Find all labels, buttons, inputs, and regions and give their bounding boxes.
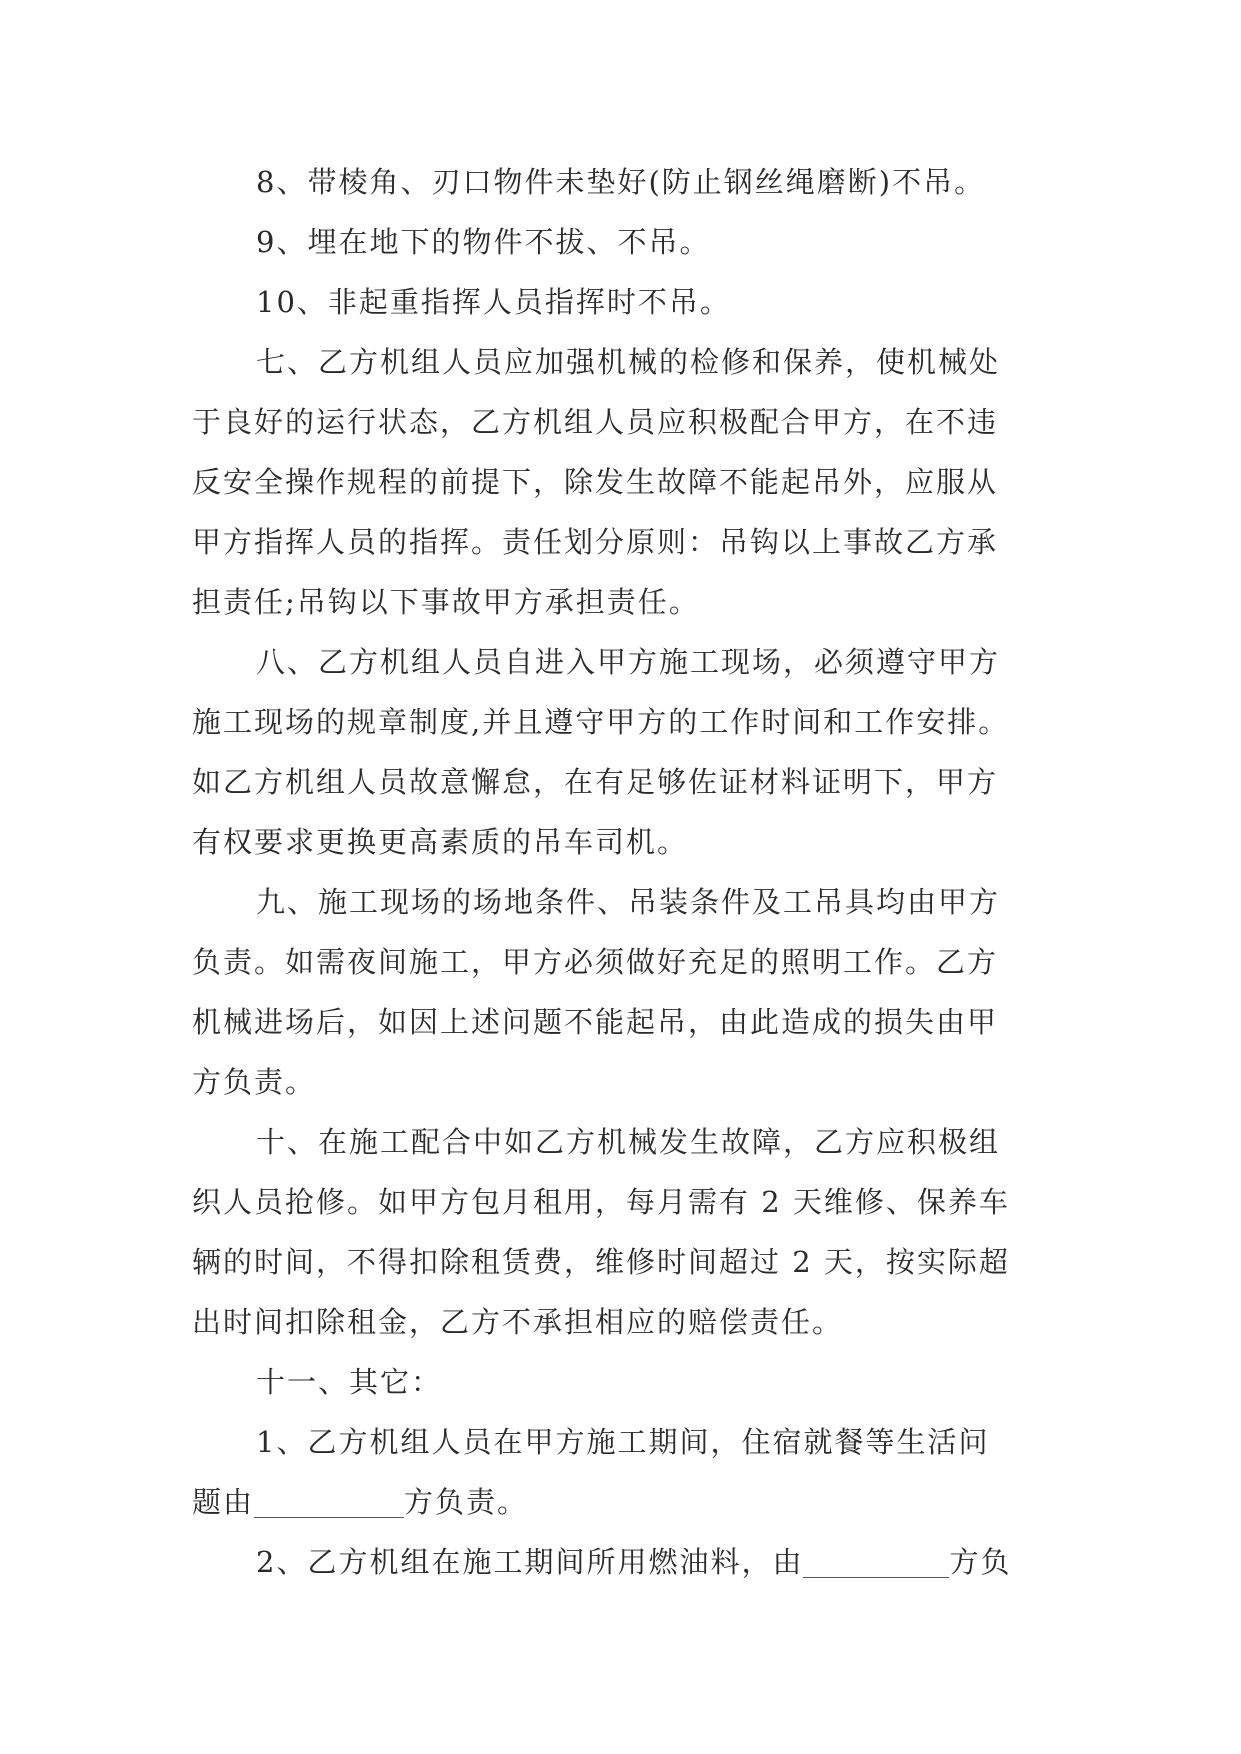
other-item-2-suffix: 方负 — [949, 1545, 1012, 1579]
other-item-1-prefix: 题由 — [192, 1485, 255, 1519]
other-item-2-line-1 — [192, 1532, 1050, 1592]
section-8-line-4: 有权要求更换更高素质的吊车司机。 — [192, 825, 689, 859]
other-item-1-line-2 — [192, 1472, 1050, 1532]
section-8-line-3: 如乙方机组人员故意懈怠，在有足够佐证材料证明下，甲方 — [192, 765, 999, 799]
other-item-1-line-1: 1、乙方机组人员在甲方施工期间，住宿就餐等生活问 — [256, 1425, 990, 1459]
section-9-line-3: 机械进场后，如因上述问题不能起吊，由此造成的损失由甲 — [192, 1005, 999, 1039]
clause-item-9: 9、埋在地下的物件不拔、不吊。 — [256, 225, 711, 259]
section-7-line-4: 甲方指挥人员的指挥。责任划分原则：吊钩以上事故乙方承 — [192, 525, 999, 559]
section-10-line-3: 辆的时间，不得扣除租赁费，维修时间超过 2 天，按实际超 — [192, 1245, 1010, 1279]
section-9-line-1: 九、施工现场的场地条件、吊装条件及工吊具均由甲方 — [256, 885, 1001, 919]
section-7-line-2: 于良好的运行状态，乙方机组人员应积极配合甲方，在不违 — [192, 405, 999, 439]
section-10-line-2: 织人员抢修。如甲方包月租用，每月需有 2 天维修、保养车 — [192, 1185, 1010, 1219]
section-9-line-2: 负责。如需夜间施工，甲方必须做好充足的照明工作。乙方 — [192, 945, 999, 979]
section-10-line-1: 十、在施工配合中如乙方机械发生故障，乙方应积极组 — [256, 1125, 1001, 1159]
clause-item-10: 10、非起重指挥人员指挥时不吊。 — [256, 285, 731, 319]
section-7-line-3: 反安全操作规程的前提下，除发生故障不能起吊外，应服从 — [192, 465, 999, 499]
other-item-2-prefix: 2、乙方机组在施工期间所用燃油料，由 — [256, 1545, 804, 1579]
fill-in-blank-fuel-party — [803, 1543, 949, 1578]
section-11-heading: 十一、其它： — [256, 1365, 443, 1399]
section-7-line-5: 担责任;吊钩以下事故甲方承担责任。 — [192, 585, 700, 619]
section-10-line-4: 出时间扣除租金，乙方不承担相应的赔偿责任。 — [192, 1305, 844, 1339]
section-8-line-2: 施工现场的规章制度,并且遵守甲方的工作时间和工作安排。 — [192, 705, 1010, 739]
section-9-line-4: 方负责。 — [192, 1065, 317, 1099]
section-8-line-1: 八、乙方机组人员自进入甲方施工现场，必须遵守甲方 — [256, 645, 1001, 679]
section-7-line-1: 七、乙方机组人员应加强机械的检修和保养，使机械处 — [256, 345, 1001, 379]
fill-in-blank-lodging-party — [254, 1483, 404, 1518]
document-page — [192, 152, 1050, 1592]
clause-item-8: 8、带棱角、刃口物件未垫好(防止钢丝绳磨断)不吊。 — [256, 165, 986, 199]
other-item-1-suffix: 方负责。 — [404, 1485, 529, 1519]
